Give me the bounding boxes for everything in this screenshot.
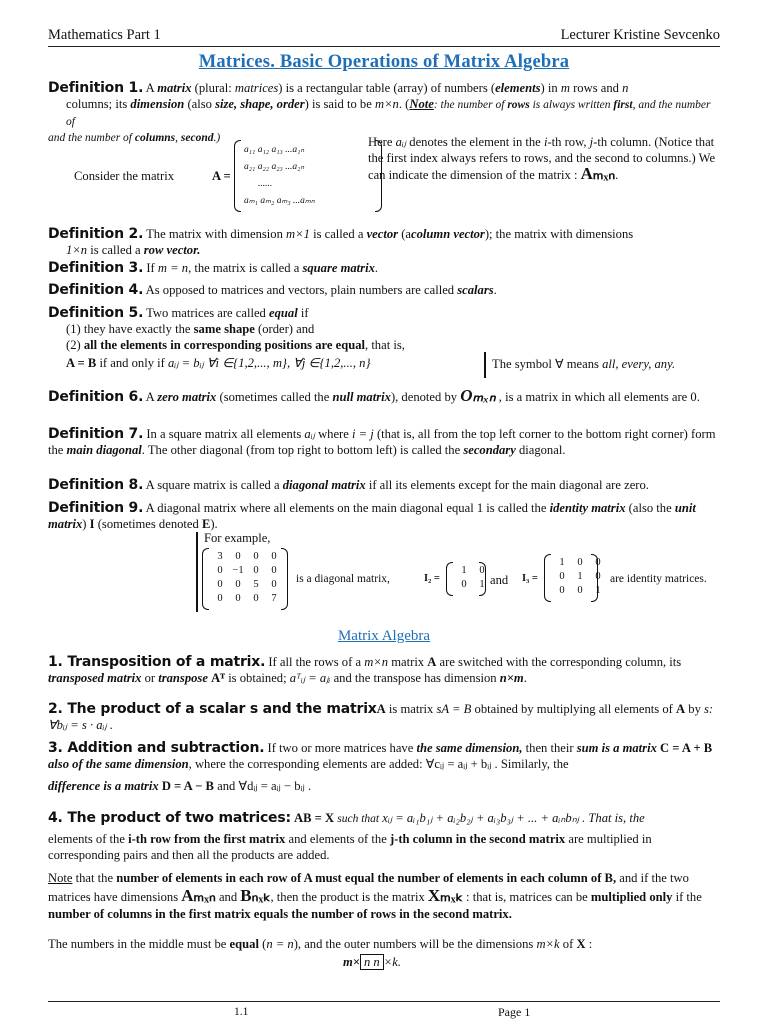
definition-6: Definition 6. A zero matrix (sometimes called the null matrix), denoted by Oₘₓₙ , is a matrix in which all elements are 0. [48, 386, 700, 405]
operation-scalar-product: 2. The product of a scalar s and the matrixA is matrix sA = B obtained by multiplying all elements of A by s: ∀bᵢⱼ = s · aᵢⱼ . [48, 701, 714, 732]
definition-4: Definition 4. As opposed to matrices and vectors, plain numbers are called scalars. [48, 282, 497, 298]
definition-9: Definition 9. A diagonal matrix where all elements on the main diagonal equal 1 is called the identity matrix (also the unit matrix) I (sometimes denoted E). [48, 500, 696, 531]
definition-8: Definition 8. A square matrix is called a diagonal matrix if all its elements except for the main diagonal are zero. [48, 477, 649, 493]
example-label: For example, [204, 531, 271, 545]
diagonal-matrix: 3 0 0 0 0 −1 0 0 0 0 5 0 0 0 0 7 [202, 548, 288, 610]
symbol-note: The symbol ∀ means all, every, any. [492, 357, 676, 371]
header-course: Mathematics Part 1 [48, 27, 161, 43]
example-bar [196, 532, 198, 612]
product-dimension-rule: The numbers in the middle must be equal (n = n), and the outer numbers will be the dimensions m×k of X : m× n n ×k. [48, 936, 720, 970]
identity-and: and [490, 573, 509, 587]
matrix-a-explanation: Here aᵢⱼ denotes the element in the i-th row, j-th column. (Notice that the first index always refers to rows, and the second to columns.) We can indicate the dimension of the matrix : Aₘₓₙ. [368, 135, 716, 183]
identity-3-label: I₃ = [522, 573, 538, 584]
definition-1: Definition 1. A matrix (plural: matrices) is a rectangular table (array) of numbers (elements) in m rows and n columns; its dimension (also size, shape, order) is said to be m×n. (Note: the number of rows is always written first, and the number of and the number of columns, second.) [48, 80, 711, 144]
definition-3: Definition 3. If m = n, the matrix is called a square matrix. [48, 260, 379, 276]
page-footer [48, 1001, 720, 1019]
page-title: Matrices. Basic Operations of Matrix Algebra [198, 52, 570, 72]
definition-2: Definition 2. The matrix with dimension m×1 is called a vector (acolumn vector); the matrix with dimensions 1×n is called a row vector. [48, 226, 634, 257]
footer-page-number: Page 1 [498, 1005, 531, 1019]
dimension-equation: m× n n ×k. [343, 955, 401, 969]
operation-matrix-product: 4. The product of two matrices: AB = X such that xᵢⱼ = aᵢ₁b₁ⱼ + aᵢ₂b₂ⱼ + aᵢ₃b₃ⱼ + ... + aᵢₙbₙⱼ . That is, the elements of the i-th row from the first matrix and elements of the j-th column in the second matrix are multiplied in corresponding pairs and then all the products are added. [48, 810, 652, 862]
matrix-a-example: Consider the matrix A = a₁₁ a₁₂ a₁₃ ...a₁ₙ a₂₁ a₂₂ a₂₃ ...a₂ₙ ...... aₘ₁ aₘ₂ aₘ₃ ...aₘₙ Here aᵢⱼ denotes the element in the i-th row, j-th column. (Notice that the first index always refers to rows, and the second to columns.) We can indicate the dimension of the matrix : Aₘₓₙ. [48, 140, 720, 216]
identity-matrix-2: 1 0 0 1 [446, 562, 486, 596]
matrix-a: a₁₁ a₁₂ a₁₃ ...a₁ₙ a₂₁ a₂₂ a₂₃ ...a₂ₙ ...... aₘ₁ aₘ₂ aₘ₃ ...aₘₙ [234, 140, 382, 212]
identity-2-label: I₂ = [424, 573, 440, 584]
identity-caption: are identity matrices. [610, 573, 707, 585]
operation-addition-subtraction: 3. Addition and subtraction. If two or more matrices have the same dimension, then their sum is a matrix C = A + B also of the same dimension, where the corresponding elements are added: ∀cᵢⱼ = aᵢⱼ + bᵢⱼ . Similarly, the difference is a matrix D = A − B and ∀dᵢⱼ = aᵢⱼ − bᵢⱼ . [48, 740, 713, 793]
definition-5: Definition 5. Two matrices are called equal if (1) they have exactly the same shape (order) and (2) all the elements in corresponding positions are equal, that is, A = B if and only if aᵢⱼ = bᵢⱼ ∀i ∈{1,2,..., m}, ∀j ∈{1,2,..., n} [48, 305, 405, 370]
header-lecturer: Lecturer Kristine Sevcenko [560, 27, 720, 43]
identity-matrix-3: 1 0 0 0 1 0 0 0 1 [544, 554, 598, 602]
operation-transposition: 1. Transposition of a matrix. If all the rows of a m×n matrix A are switched with the corresponding column, its transposed matrix or transpose Aᵀ is obtained; aᵀᵢⱼ = aⱼᵢ and the transpose has dimension n×m. [48, 654, 682, 685]
definition-7: Definition 7. In a square matrix all elements aᵢⱼ where i = j (that is, all from the top left corner to the bottom right corner) form the main diagonal. The other diagonal (from top right to bottom left) is called the secondary diagonal. [48, 426, 716, 457]
section-title-matrix-algebra: Matrix Algebra [337, 628, 431, 644]
note-dimensions: Note that the number of elements in each row of A must equal the number of elements in each column of B, and if the two matrices have dimensions Aₘₓₙ and Bₙₓₖ, then the product is the matrix Xₘₓₖ : that is, matrices can be multiplied only if the number of columns in the first matrix equals the number of rows in the second matrix. [48, 871, 702, 921]
running-header [48, 22, 720, 47]
symbol-note-bar [484, 352, 486, 378]
diagonal-caption: is a diagonal matrix, [296, 573, 390, 585]
footer-section: 1.1 [234, 1006, 249, 1018]
